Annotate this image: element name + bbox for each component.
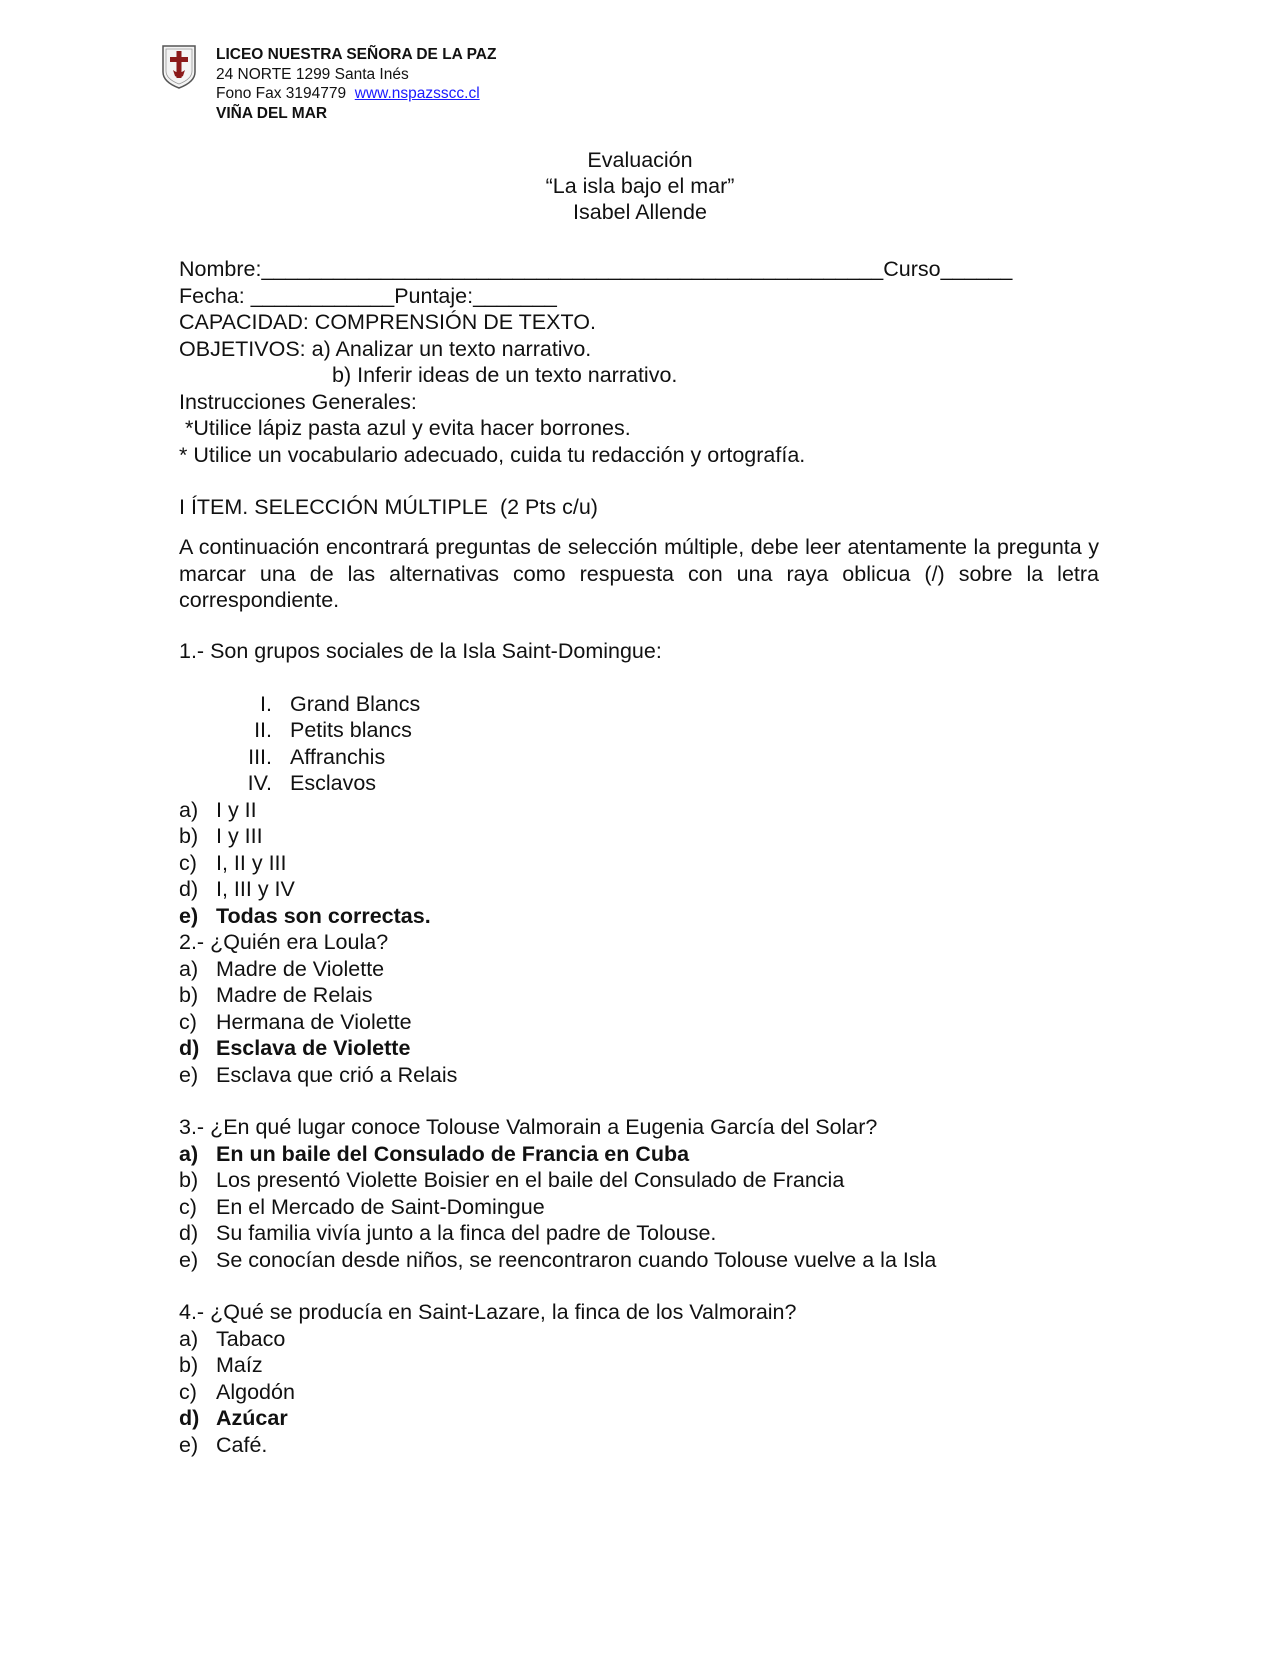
question-3 — [179, 1114, 1099, 1273]
school-address: 24 NORTE 1299 Santa Inés — [216, 65, 409, 83]
answer-option-correct[interactable] — [179, 1141, 1099, 1168]
option-letter: a) — [179, 1326, 199, 1351]
answer-option-correct[interactable] — [179, 903, 1099, 930]
option-letter: e) — [179, 903, 199, 928]
evaluation-title — [0, 147, 1280, 225]
option-text: Hermana de Violette — [216, 1009, 412, 1034]
school-header — [216, 45, 496, 123]
answer-option[interactable] — [179, 1247, 1099, 1274]
section-instructions-block — [179, 534, 1099, 614]
question-2 — [179, 929, 1099, 1088]
question-text: 3.- ¿En qué lugar conoce Tolouse Valmorain a Eugenia García del Solar? — [179, 1115, 878, 1139]
option-text: Todas son correctas. — [216, 903, 431, 928]
instruction-1: *Utilice lápiz pasta azul y evita hacer borrones. — [179, 416, 631, 440]
name-field-line: Nombre:____________________________________________________Curso______ — [179, 257, 1013, 281]
option-letter: c) — [179, 1009, 197, 1034]
title-line-1: Evaluación — [587, 148, 693, 172]
roman-item — [179, 691, 1099, 718]
school-website-link[interactable]: www.nspazsscc.cl — [354, 85, 480, 102]
answer-option[interactable] — [179, 956, 1099, 983]
objective-a: OBJETIVOS: a) Analizar un texto narrativo. — [179, 336, 592, 361]
option-text: Madre de Relais — [216, 983, 373, 1007]
answer-option[interactable] — [179, 1220, 1099, 1247]
option-text: I, III y IV — [216, 877, 295, 901]
option-text: Tabaco — [216, 1326, 286, 1351]
option-text: I, II y III — [216, 850, 287, 875]
option-text: Café. — [216, 1432, 268, 1457]
roman-numeral: IV. — [247, 771, 272, 795]
school-crest-logo — [161, 44, 197, 90]
school-phone: Fono Fax 3194779 — [216, 85, 347, 102]
answer-option-correct[interactable] — [179, 1035, 1099, 1062]
option-letter: c) — [179, 1379, 197, 1404]
question-text: 2.- ¿Quién era Loula? — [179, 930, 389, 954]
option-text: Azúcar — [216, 1406, 288, 1430]
roman-item-text: Petits blancs — [290, 718, 412, 742]
question-text: 1.- Son grupos sociales de la Isla Saint-Domingue: — [179, 639, 662, 663]
answer-option[interactable] — [179, 823, 1099, 850]
answer-option[interactable] — [179, 797, 1099, 824]
roman-numeral: II. — [254, 718, 272, 742]
roman-item — [179, 744, 1099, 771]
title-book: “La isla bajo el mar” — [545, 174, 735, 198]
question-1 — [179, 638, 1099, 929]
option-text: Esclava que crió a Relais — [216, 1062, 458, 1087]
roman-numeral: I. — [260, 691, 272, 716]
option-text: Maíz — [216, 1353, 263, 1377]
instructions-title: Instrucciones Generales: — [179, 389, 417, 414]
option-text: Los presentó Violette Boisier en el baile del Consulado de Francia — [216, 1168, 845, 1192]
answer-option[interactable] — [179, 1352, 1099, 1379]
roman-item — [179, 770, 1099, 797]
answer-option[interactable] — [179, 1379, 1099, 1406]
section-heading: I ÍTEM. SELECCIÓN MÚLTIPLE (2 Pts c/u) — [179, 495, 598, 519]
answer-option[interactable] — [179, 1432, 1099, 1459]
answer-option[interactable] — [179, 1062, 1099, 1089]
option-text: En un baile del Consulado de Francia en Cuba — [216, 1141, 690, 1166]
question-4 — [179, 1299, 1099, 1458]
answer-option[interactable] — [179, 1194, 1099, 1221]
option-text: I y III — [216, 824, 263, 848]
answer-option[interactable] — [179, 1009, 1099, 1036]
option-letter: b) — [179, 1168, 199, 1192]
evaluation-body — [179, 256, 1099, 468]
question-text: 4.- ¿Qué se producía en Saint-Lazare, la finca de los Valmorain? — [179, 1300, 797, 1324]
school-city: VIÑA DEL MAR — [216, 104, 328, 122]
option-letter: a) — [179, 797, 199, 822]
option-letter: d) — [179, 1221, 199, 1245]
option-letter: a) — [179, 1141, 199, 1166]
option-text: Su familia vivía junto a la finca del padre de Tolouse. — [216, 1221, 717, 1245]
title-author: Isabel Allende — [573, 200, 707, 224]
answer-option[interactable] — [179, 1167, 1099, 1194]
option-letter: b) — [179, 983, 199, 1007]
option-letter: b) — [179, 824, 199, 848]
date-score-line: Fecha: ____________Puntaje:_______ — [179, 283, 557, 308]
option-letter: c) — [179, 1194, 197, 1219]
answer-option-correct[interactable] — [179, 1405, 1099, 1432]
roman-item-text: Esclavos — [290, 771, 377, 795]
option-letter: e) — [179, 1062, 199, 1087]
roman-item-text: Affranchis — [290, 744, 386, 769]
option-text: Madre de Violette — [216, 956, 385, 981]
school-name: LICEO NUESTRA SEÑORA DE LA PAZ — [216, 46, 497, 63]
option-letter: a) — [179, 956, 199, 981]
option-text: Esclava de Violette — [216, 1036, 411, 1060]
answer-option[interactable] — [179, 982, 1099, 1009]
option-letter: d) — [179, 1036, 200, 1060]
option-text: I y II — [216, 797, 257, 822]
option-text: Se conocían desde niños, se reencontraron cuando Tolouse vuelve a la Isla — [216, 1247, 937, 1272]
option-text: Algodón — [216, 1379, 295, 1404]
school-contact — [216, 84, 496, 104]
option-letter: d) — [179, 877, 199, 901]
option-letter: e) — [179, 1247, 199, 1272]
section-block — [179, 494, 1099, 521]
roman-numeral: III. — [248, 744, 272, 769]
objective-b: b) Inferir ideas de un texto narrativo. — [332, 363, 678, 387]
instruction-2: * Utilice un vocabulario adecuado, cuida tu redacción y ortografía. — [179, 442, 806, 467]
roman-item-text: Grand Blancs — [290, 691, 421, 716]
option-letter: d) — [179, 1406, 200, 1430]
option-text: En el Mercado de Saint-Domingue — [216, 1194, 545, 1219]
roman-item — [179, 717, 1099, 744]
answer-option[interactable] — [179, 1326, 1099, 1353]
section-instructions: A continuación encontrará preguntas de selección múltiple, debe leer atentamente la pregunta y marcar una de las alternativas como respuesta con una raya oblicua (/) sobre la letra correspondiente. — [179, 535, 1099, 612]
option-letter: b) — [179, 1353, 199, 1377]
option-letter: e) — [179, 1432, 199, 1457]
option-letter: c) — [179, 850, 197, 875]
capacity-line: CAPACIDAD: COMPRENSIÓN DE TEXTO. — [179, 310, 596, 334]
answer-option[interactable] — [179, 850, 1099, 877]
answer-option[interactable] — [179, 876, 1099, 903]
